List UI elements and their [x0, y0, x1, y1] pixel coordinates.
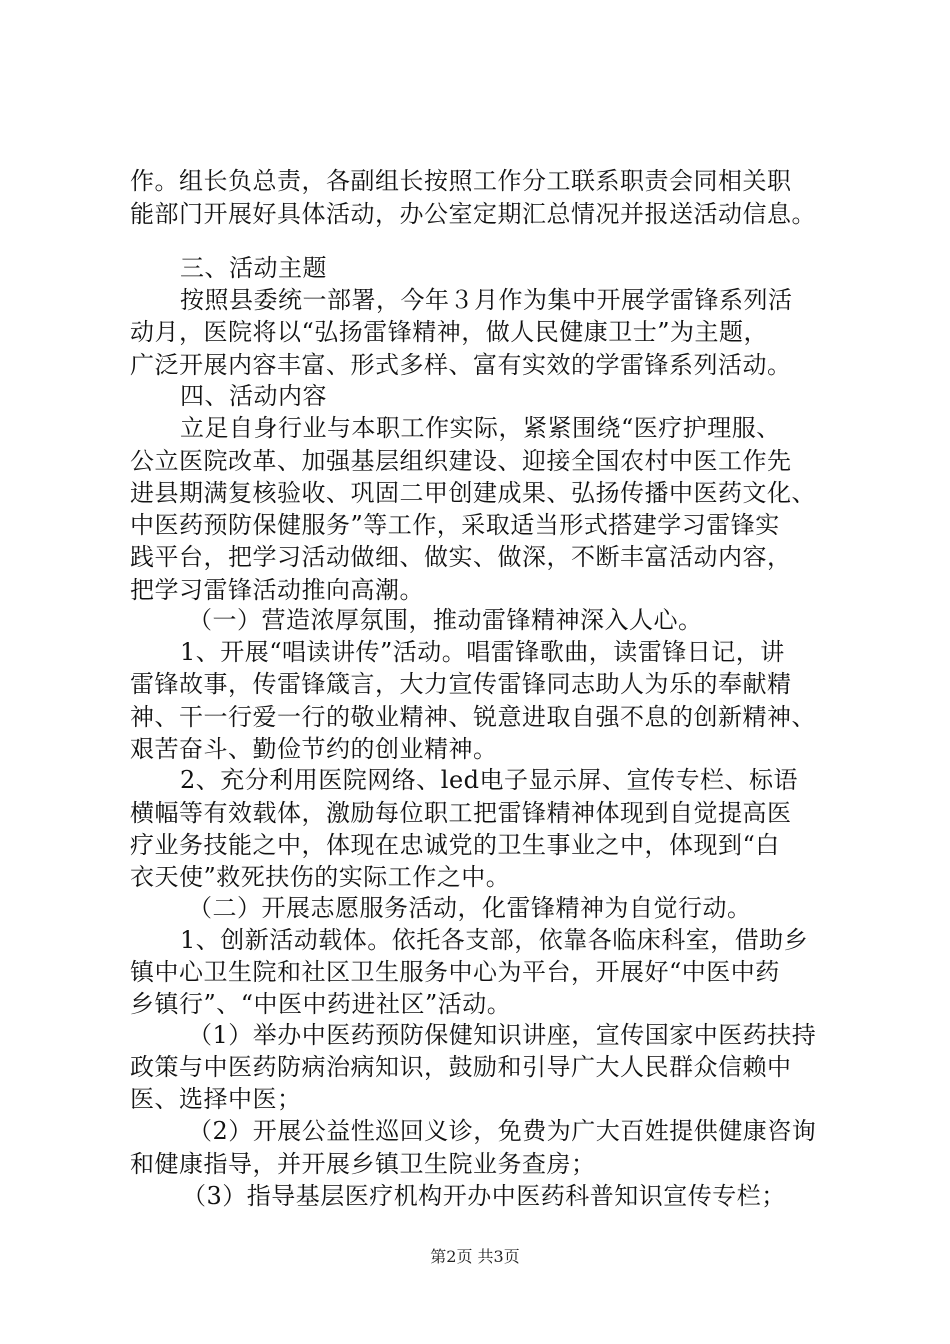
text-line: 立足自身行业与本职工作实际，紧紧围绕“医疗护理服、 — [180, 414, 781, 442]
text-line: 和健康指导，并开展乡镇卫生院业务查房； — [130, 1150, 596, 1178]
text-line: 进县期满复核验收、巩固二甲创建成果、弘扬传播中医药文化、 — [130, 479, 816, 507]
text-line: 疗业务技能之中，体现在忠诚党的卫生事业之中，体现到“白 — [130, 831, 780, 859]
text-line: 1、创新活动载体。依托各支部，依靠各临床科室，借助乡 — [180, 926, 809, 954]
text-line: （2）开展公益性巡回义诊，免费为广大百姓提供健康咨询 — [188, 1117, 817, 1145]
text-line: 把学习雷锋活动推向高潮。 — [130, 576, 424, 604]
text-line: 动月，医院将以“弘扬雷锋精神，做人民健康卫士”为主题， — [130, 318, 769, 346]
text-line: 艰苦奋斗、勤俭节约的创业精神。 — [130, 735, 498, 763]
text-line: 2、充分利用医院网络、led电子显示屏、宣传专栏、标语 — [180, 766, 799, 794]
text-line: 医、选择中医； — [130, 1085, 302, 1113]
text-line: 按照县委统一部署，今年３月作为集中开展学雷锋系列活 — [180, 286, 793, 314]
text-line: （3）指导基层医疗机构开办中医药科普知识宣传专栏； — [182, 1182, 786, 1210]
text-line: 作。组长负总责，各副组长按照工作分工联系职责会同相关职 — [130, 167, 792, 195]
text-line: 1、开展“唱读讲传”活动。唱雷锋歌曲，读雷锋日记，讲 — [180, 638, 785, 666]
section-heading: 三、活动主题 — [180, 254, 327, 282]
subsection-heading: （二）开展志愿服务活动，化雷锋精神为自觉行动。 — [188, 894, 752, 922]
text-line: 镇中心卫生院和社区卫生服务中心为平台，开展好“中医中药 — [130, 958, 780, 986]
text-line: 中医药预防保健服务”等工作，采取适当形式搭建学习雷锋实 — [130, 511, 780, 539]
text-line: 雷锋故事，传雷锋箴言，大力宣传雷锋同志助人为乐的奉献精 — [130, 670, 792, 698]
text-line: 公立医院改革、加强基层组织建设、迎接全国农村中医工作先 — [130, 447, 792, 475]
subsection-heading: （一）营造浓厚氛围，推动雷锋精神深入人心。 — [188, 606, 703, 634]
page-footer: 第2页 共3页 — [430, 1247, 520, 1266]
text-line: 践平台，把学习活动做细、做实、做深，不断丰富活动内容， — [130, 543, 792, 571]
text-line: 横幅等有效载体，激励每位职工把雷锋精神体现到自觉提高医 — [130, 799, 792, 827]
text-line: 神、干一行爱一行的敬业精神、锐意进取自强不息的创新精神、 — [130, 703, 816, 731]
text-line: 广泛开展内容丰富、形式多样、富有实效的学雷锋系列活动。 — [130, 351, 792, 379]
text-line: 乡镇行”、“中医中药进社区”活动。 — [130, 990, 512, 1018]
text-line: 衣天使”救死扶伤的实际工作之中。 — [130, 863, 511, 891]
text-line: （1）举办中医药预防保健知识讲座，宣传国家中医药扶持 — [188, 1021, 817, 1049]
text-line: 政策与中医药防病治病知识，鼓励和引导广大人民群众信赖中 — [130, 1053, 792, 1081]
section-heading: 四、活动内容 — [180, 382, 327, 410]
text-line: 能部门开展好具体活动，办公室定期汇总情况并报送活动信息。 — [130, 200, 816, 228]
